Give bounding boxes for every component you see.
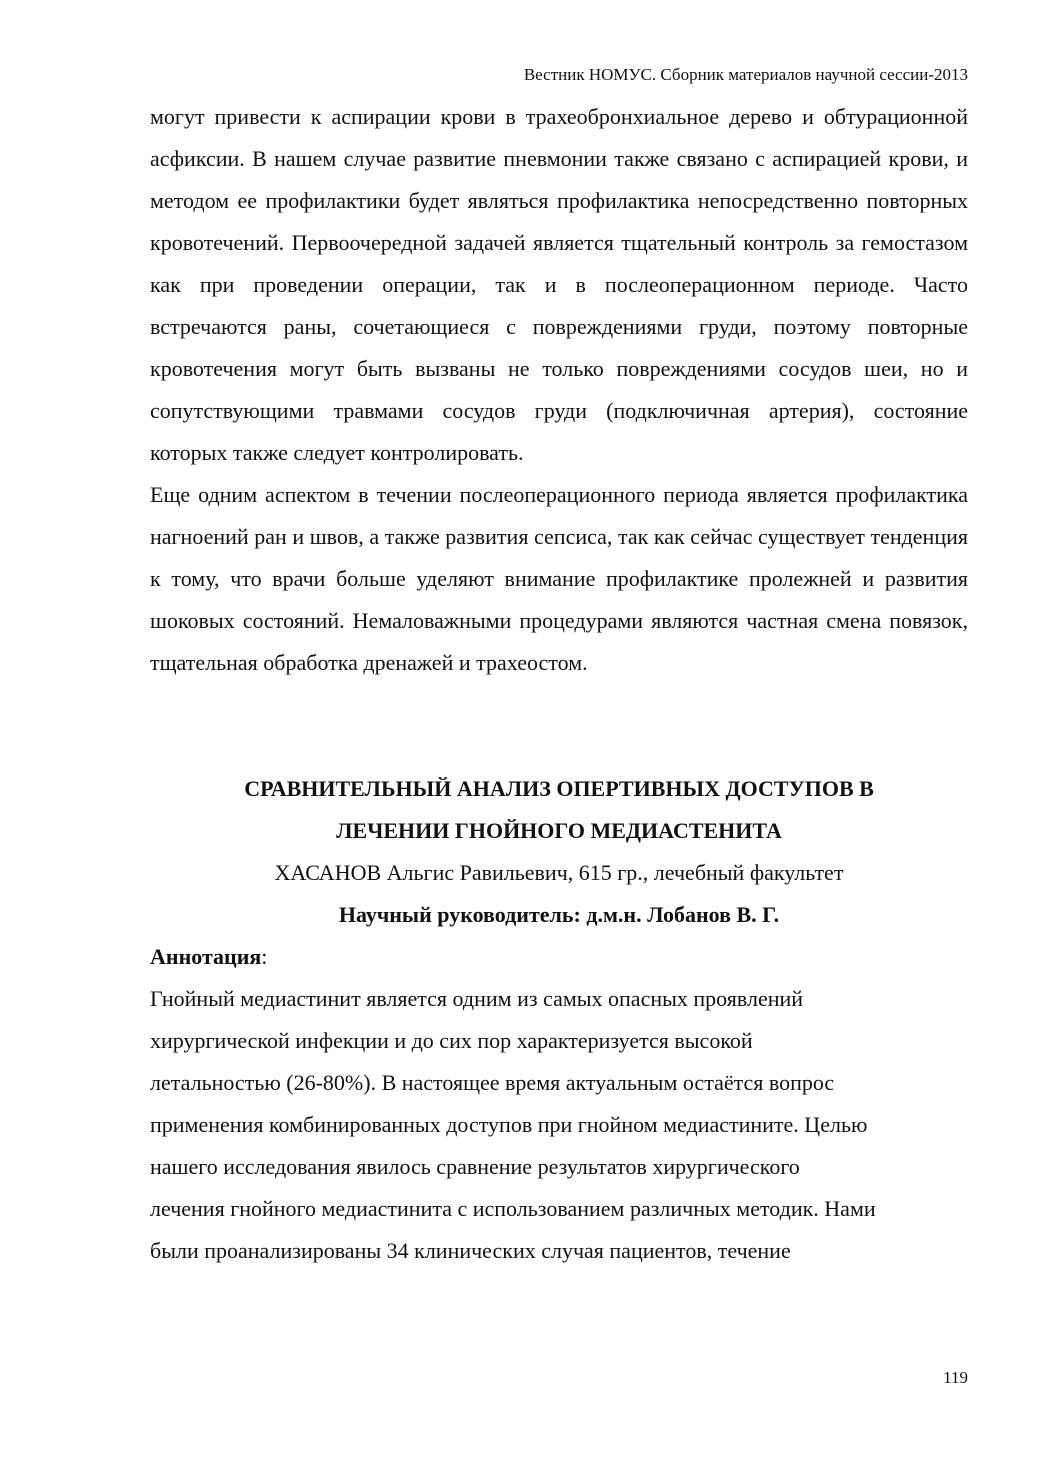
annotation-line: применения комбинированных доступов при гнойном медиастините. Целью [150, 1112, 868, 1137]
article-author: ХАСАНОВ Альгис Равильевич, 615 гр., лечебный факультет [274, 860, 844, 885]
annotation-line: Гнойный медиастинит является одним из самых опасных проявлений [150, 986, 804, 1011]
article-title-line-1: СРАВНИТЕЛЬНЫЙ АНАЛИЗ ОПЕРТИВНЫХ ДОСТУПОВ В [244, 776, 874, 801]
annotation-heading [150, 936, 968, 978]
running-header: Вестник НОМУС. Сборник материалов научной сессии-2013 [523, 65, 968, 84]
section-gap [150, 684, 968, 768]
annotation-line: летальностью (26-80%). В настоящее время актуальным остаётся вопрос [150, 1070, 835, 1095]
article-supervisor: Научный руководитель: д.м.н. Лобанов В. Г. [338, 902, 780, 927]
annotation-line: нашего исследования явилось сравнение результатов хирургического [150, 1154, 800, 1179]
article-title-line-2: ЛЕЧЕНИИ ГНОЙНОГО МЕДИАСТЕНИТА [336, 818, 782, 843]
annotation-text [150, 978, 968, 1272]
annotation-line: хирургической инфекции и до сих пор характеризуется высокой [150, 1028, 753, 1053]
body-paragraph-2: Еще одним аспектом в течении послеоперационного периода является профилактика нагноений ран и швов, а также развития сепсиса, так как сейчас существует тенденция к тому, что врачи больше уделяют внимание профилактике пролежней и развития шоковых состояний. Немаловажными процедурами являются частная смена повязок, тщательная обработка дренажей и трахеостом. [150, 482, 968, 675]
body-paragraph-1: могут привести к аспирации крови в трахеобронхиальное дерево и обтурационной асфиксии. В нашем случае развитие пневмонии также связано с аспирацией крови, и методом ее профилактики будет являться профилактика непосредственно повторных кровотечений. Первоочередной задачей является тщательный контроль за гемостазом как при проведении операции, так и в послеоперационном периоде. Часто встречаются раны, сочетающиеся с повреждениями груди, поэтому повторные кровотечения могут быть вызваны не только повреждениями сосудов шеи, но и сопутствующими травмами сосудов груди (подключичная артерия), состояние которых также следует контролировать. [150, 104, 968, 465]
page-content [150, 96, 968, 1272]
article-title [150, 768, 968, 852]
annotation-label: Аннотация [150, 944, 262, 969]
annotation-colon: : [261, 944, 268, 969]
annotation-line: лечения гнойного медиастинита с использованием различных методик. Нами [150, 1196, 876, 1221]
annotation-line: были проанализированы 34 клинических случая пациентов, течение [150, 1238, 791, 1263]
page-number: 119 [943, 1368, 968, 1387]
